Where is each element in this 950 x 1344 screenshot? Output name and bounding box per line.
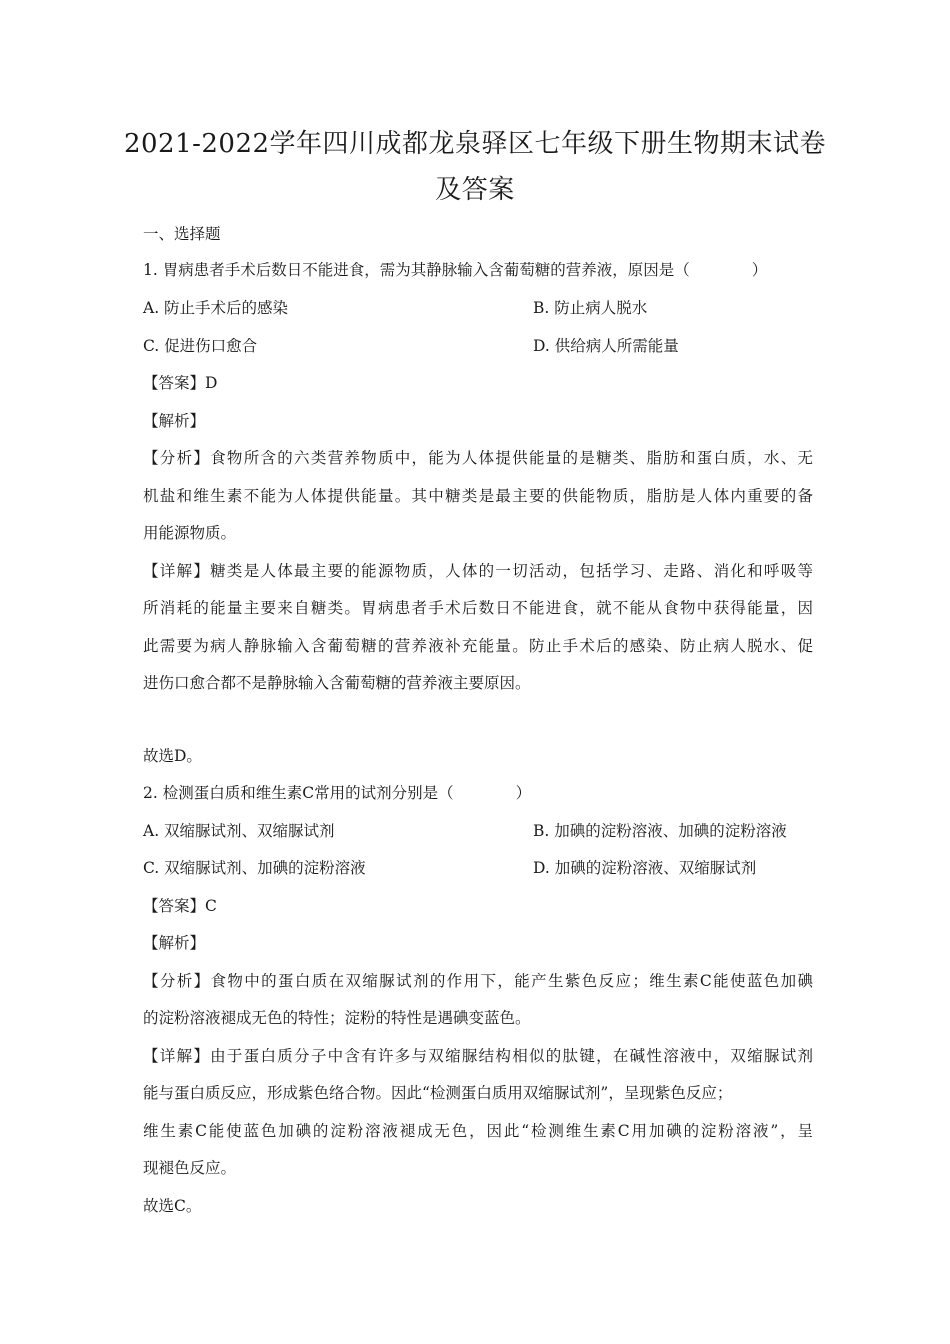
question-2-option-b: B. 加碘的淀粉溶液、加碘的淀粉溶液 bbox=[533, 822, 787, 840]
document-title-line-1: 2021-2022学年四川成都龙泉驿区七年级下册生物期末试卷 bbox=[123, 129, 827, 159]
document-title-line-2: 及答案 bbox=[435, 175, 515, 205]
question-1-analysis-line: 用能源物质。 bbox=[143, 524, 237, 542]
question-2-detail-line: 维生素C能使蓝色加碘的淀粉溶液褪成无色，因此“检测维生素C用加碘的淀粉溶液”，呈 bbox=[143, 1122, 813, 1140]
question-1-answer: 【答案】D bbox=[143, 374, 218, 392]
question-1-detail-line: 进伤口愈合都不是静脉输入含葡萄糖的营养液主要原因。 bbox=[143, 674, 531, 692]
section-heading: 一、选择题 bbox=[143, 225, 221, 243]
question-2-option-d: D. 加碘的淀粉溶液、双缩脲试剂 bbox=[533, 859, 757, 877]
question-2-option-a: A. 双缩脲试剂、双缩脲试剂 bbox=[143, 822, 335, 840]
question-2-option-c: C. 双缩脲试剂、加碘的淀粉溶液 bbox=[143, 859, 366, 877]
question-2-stem: 2. 检测蛋白质和维生素C常用的试剂分别是（ ） bbox=[143, 784, 532, 802]
question-2-detail-line: 能与蛋白质反应，形成紫色络合物。因此“检测蛋白质用双缩脲试剂”，呈现紫色反应； bbox=[143, 1084, 733, 1102]
question-2-conclusion: 故选C。 bbox=[143, 1197, 202, 1215]
question-1-detail-line: 所消耗的能量主要来自糖类。胃病患者手术后数日不能进食，就不能从食物中获得能量，因 bbox=[143, 599, 813, 617]
question-1-option-c: C. 促进伤口愈合 bbox=[143, 337, 258, 355]
question-1-option-d: D. 供给病人所需能量 bbox=[533, 337, 679, 355]
question-2-detail-line: 【详解】由于蛋白质分子中含有许多与双缩脲结构相似的肽键，在碱性溶液中，双缩脲试剂 bbox=[143, 1047, 813, 1065]
question-1-detail-line: 【详解】糖类是人体最主要的能源物质，人体的一切活动，包括学习、走路、消化和呼吸等 bbox=[143, 562, 813, 580]
question-1-analysis-line: 机盐和维生素不能为人体提供能量。其中糖类是最主要的供能物质，脂肪是人体内重要的备 bbox=[143, 487, 813, 505]
question-1-stem: 1. 胃病患者手术后数日不能进食，需为其静脉输入含葡萄糖的营养液，原因是（ ） bbox=[143, 261, 768, 279]
question-2-analysis-line: 【分析】食物中的蛋白质在双缩脲试剂的作用下，能产生紫色反应；维生素C能使蓝色加碘 bbox=[143, 972, 813, 990]
question-2-analysis-line: 的淀粉溶液褪成无色的特性；淀粉的特性是遇碘变蓝色。 bbox=[143, 1009, 531, 1027]
question-2-jiexi: 【解析】 bbox=[143, 934, 206, 952]
question-1-analysis-line: 【分析】食物所含的六类营养物质中，能为人体提供能量的是糖类、脂肪和蛋白质，水、无 bbox=[143, 449, 813, 467]
question-1-detail-line: 此需要为病人静脉输入含葡萄糖的营养液补充能量。防止手术后的感染、防止病人脱水、促 bbox=[143, 637, 813, 655]
question-1-conclusion: 故选D。 bbox=[143, 747, 202, 765]
question-2-answer: 【答案】C bbox=[143, 897, 217, 915]
question-1-option-a: A. 防止手术后的感染 bbox=[143, 299, 289, 317]
question-2-detail-line: 现褪色反应。 bbox=[143, 1159, 237, 1177]
question-1-option-b: B. 防止病人脱水 bbox=[533, 299, 648, 317]
question-1-jiexi: 【解析】 bbox=[143, 412, 206, 430]
